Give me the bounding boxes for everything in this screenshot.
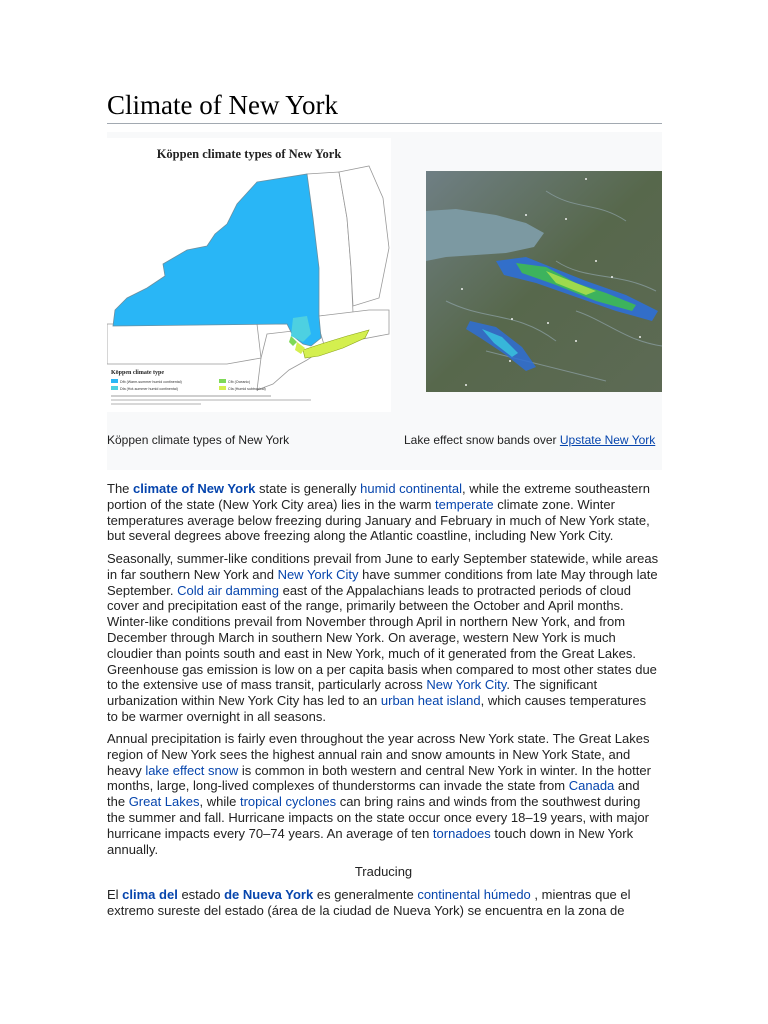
continental-humedo-link[interactable]: continental húmedo [417, 887, 531, 902]
text: . The significant urbanization within New York City has led to an [107, 677, 598, 709]
text: east of the Appalachians leads to protracted periods of cloud cover and precipitation east of the range, primarily between the October and April months. Winter-like conditions prevail from November through April in northern New York, and from December through March in southern New York. On average, western New York is much cloudier than points south and east in New York, much of it generated from the Great Lakes. Greenhouse gas emission is low on a per capita basis when compared to most other states due to the extensive use of mass transit, particularly across [107, 582, 657, 693]
paragraph-intro [107, 481, 660, 544]
tornadoes-link[interactable]: tornadoes [432, 825, 491, 841]
new-york-city-link[interactable]: New York City [277, 566, 359, 582]
text: touch down in New York annually. [107, 825, 634, 857]
figure2-caption-text: Lake effect snow bands over [404, 433, 560, 447]
traducing-heading: Traducing [354, 864, 413, 879]
map-title: Köppen climate types of New York [156, 147, 342, 161]
legend-item-dfa: Dfa (Hot-summer humid continental) [120, 387, 178, 391]
legend-title: Köppen climate type [111, 370, 164, 376]
text: estado [177, 887, 225, 902]
canada-link[interactable]: Canada [568, 778, 615, 794]
del-link[interactable]: del [159, 887, 178, 902]
text: , mientras que el extremo sureste del estado (área de la ciudad de Nueva York) se encuentra en la zona de [107, 887, 631, 918]
text: state is generally [255, 481, 361, 496]
new-york-link[interactable]: New York [197, 481, 256, 496]
humid-continental-link[interactable]: humid continental [360, 481, 463, 496]
title-divider [107, 123, 662, 124]
text: and the [107, 778, 640, 810]
great-lakes-link[interactable]: Great Lakes [128, 794, 200, 810]
climate-of-link[interactable]: climate of [133, 481, 198, 496]
text: Seasonally, summer-like conditions prevail from June to early September statewide, while areas in far southern New York and [107, 551, 659, 582]
text: Annual precipitation is fairly even throughout the year across New York state. The Great Lakes region of New York sees the highest annual rain and snow amounts in New York State, and heavy [107, 731, 650, 778]
legend-item-cfb: Cfb (Oceanic) [228, 380, 251, 384]
text: es generalmente [313, 887, 418, 902]
legend-item-dfb: Dfb (Warm-summer humid continental) [120, 380, 182, 384]
de-nueva-york-link[interactable]: de Nueva York [224, 887, 314, 902]
text: can bring rains and winds from the southwest during the summer and fall. Hurricane impacts on the state occur once every 18–19 years, with major hurricane impacts every 70–74 years. An average of ten [107, 794, 649, 841]
koppen-map-image[interactable] [107, 138, 391, 412]
text: climate zone. Winter temperatures average below freezing during January and February in much of New York state, but several degrees above freezing along the Atlantic coastline, including New York City. [107, 496, 650, 544]
paragraph-precipitation [107, 731, 660, 857]
legend-item-cfa: Cfa (Humid subtropical) [228, 387, 266, 391]
page-title: Climate of New York [107, 90, 338, 120]
new-york-city-link-2[interactable]: New York City [426, 677, 507, 693]
lake-effect-radar-graphic [426, 171, 662, 392]
lake-effect-snow-image[interactable] [426, 171, 662, 392]
clima-link[interactable]: clima [122, 887, 156, 902]
text: El [107, 887, 123, 902]
text: have summer conditions from late May through late September. [107, 566, 658, 598]
paragraph-seasonal [107, 551, 660, 725]
tropical-cyclones-link[interactable]: tropical cyclones [239, 794, 337, 810]
text: The [107, 481, 134, 496]
urban-heat-island-link[interactable]: urban heat island [380, 693, 481, 709]
paragraph-spanish [107, 887, 660, 919]
text: , while the extreme southeastern portion of the state (New York City area) lies in the warm [107, 481, 650, 512]
text: , which causes temperatures to be warmer overnight in all seasons. [107, 693, 647, 724]
text: , while [199, 794, 240, 810]
text: is common in both western and central New York in winter. In the hotter months, large, long-lived complexes of thunderstorms can invade the state from [107, 762, 651, 794]
figure2-caption [404, 433, 655, 447]
koppen-map-graphic [107, 138, 391, 412]
cold-air-damming-link[interactable]: Cold air damming [177, 582, 279, 598]
lake-effect-snow-link[interactable]: lake effect snow [145, 762, 239, 778]
figure1-caption: Köppen climate types of New York [107, 433, 290, 447]
upstate-new-york-link[interactable]: Upstate New York [559, 433, 656, 447]
temperate-link[interactable]: temperate [435, 496, 494, 512]
